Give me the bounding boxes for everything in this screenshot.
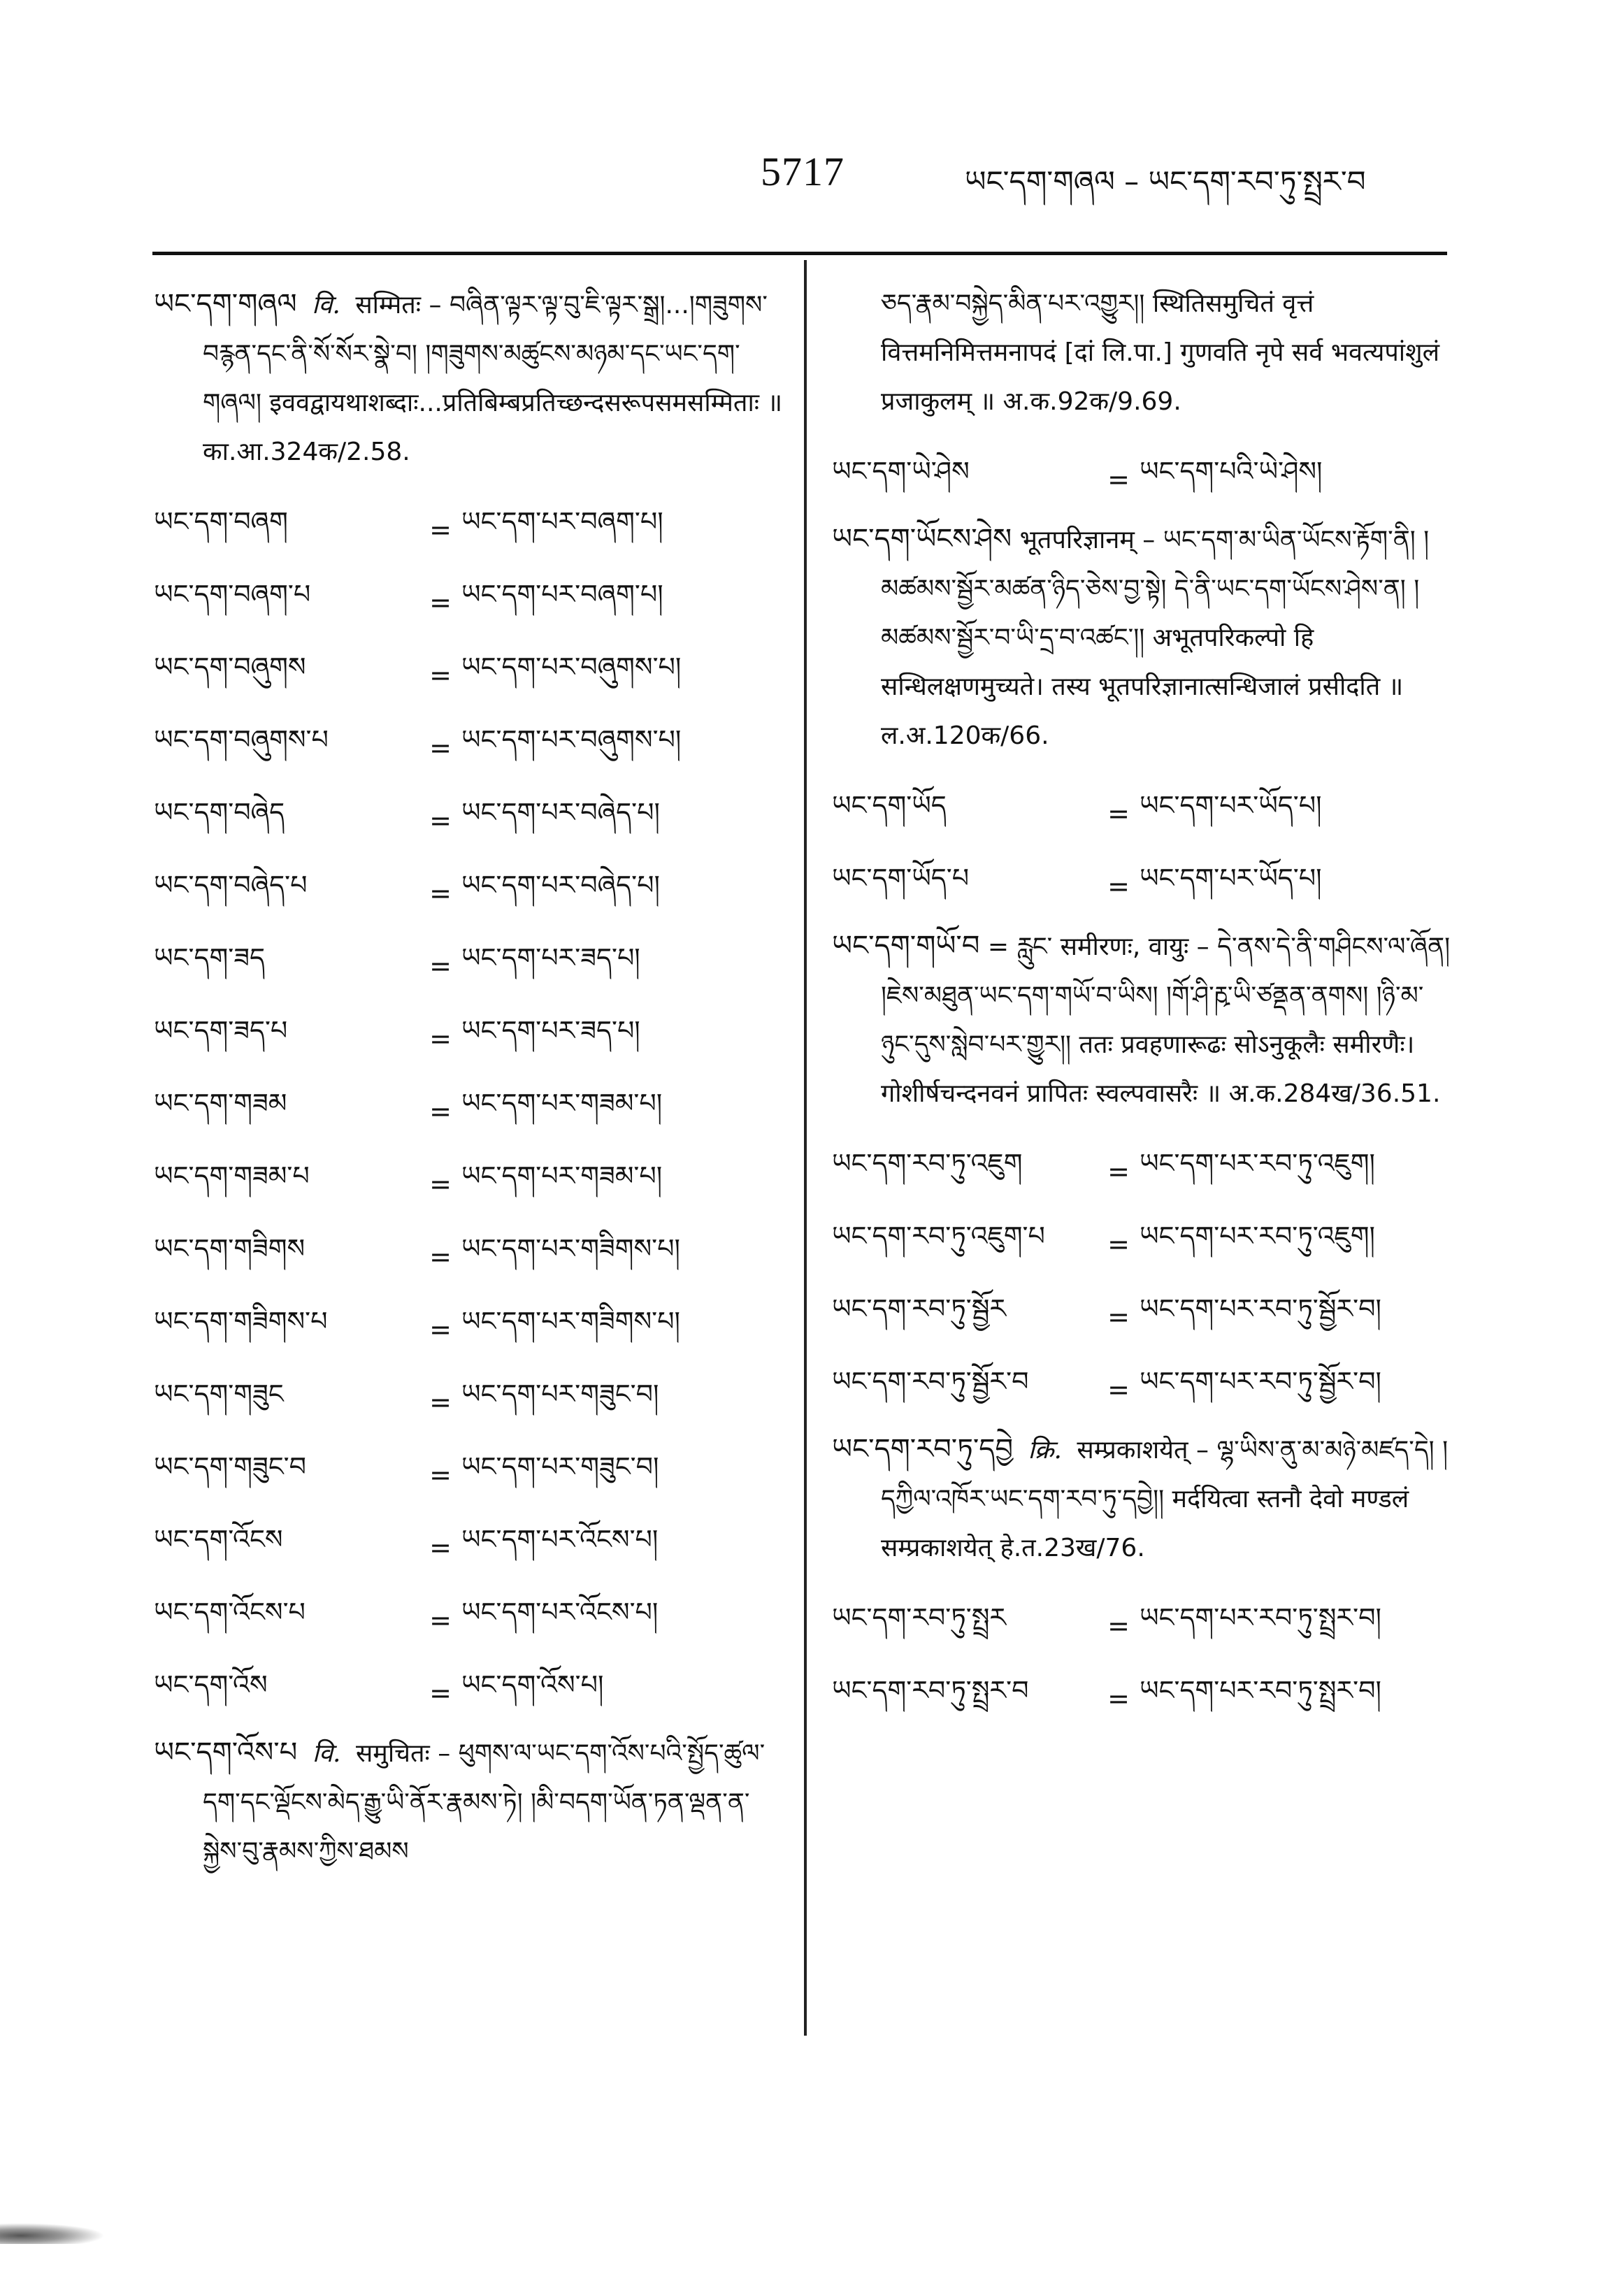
entry-continuation <box>832 280 1454 426</box>
xref-term: ཡང་དག་ཡོད་པ <box>832 863 970 893</box>
xref-target: ཡང་དག་པར་ཟད་པ། <box>461 1015 640 1046</box>
dictionary-entry <box>832 921 1454 1118</box>
equals-sign: = <box>1107 798 1130 829</box>
equals-sign: = <box>429 514 452 545</box>
equals-sign: = <box>429 1459 452 1490</box>
entry-headword: ཡང་དག་གཞལ <box>154 288 297 320</box>
entry-grammar-label: वि. <box>312 1739 341 1768</box>
xref-term: ཡང་དག་བཞུགས <box>154 652 306 682</box>
xref-row <box>832 776 1454 849</box>
xref-target: ཡང་དག་འོས་པ། <box>461 1669 604 1700</box>
equals-sign: = <box>429 805 452 836</box>
page-number: 5717 <box>761 149 845 194</box>
equals-sign: = <box>1107 1228 1130 1260</box>
xref-target: ཡང་དག་པར་བཞུགས་པ། <box>461 652 682 682</box>
xref-target: ཡང་དག་པར་ཡོད་པ། <box>1140 790 1322 821</box>
dictionary-entry <box>832 515 1454 761</box>
xref-target: ཡང་དག་པར་འོངས་པ། <box>461 1597 659 1627</box>
xref-term: ཡང་དག་གཟམ <box>154 1088 287 1118</box>
xref-term: ཡང་དག་བཞུགས་པ <box>154 724 329 755</box>
xref-term: ཡང་དག་འོངས་པ <box>154 1597 306 1627</box>
xref-row <box>154 1146 783 1219</box>
xref-term: ཡང་དག་འོས <box>154 1669 268 1700</box>
xref-row <box>832 1134 1454 1207</box>
xref-term: ཡང་དག་བཞེད་པ <box>154 870 308 900</box>
scan-smudge <box>0 2223 105 2244</box>
xref-term: ཡང་དག་བཞེད <box>154 797 285 828</box>
dictionary-entry <box>832 1425 1454 1573</box>
xref-target: ཡང་དག་པར་རབ་ཏུ་སྤྲར་བ། <box>1140 1675 1381 1706</box>
xref-target: ཡང་དག་པར་རབ་ཏུ་སྦྱོར་བ། <box>1140 1366 1381 1397</box>
xref-row <box>154 856 783 928</box>
equals-sign: = <box>429 1168 452 1200</box>
entry-definition: सम्प्रकाशयेत् – ལྷ་ཡིས་ནུ་མ་མཉེ་མཛད་དེ། །དཀྱིལ་འཁོར་ཡང་དག་རབ་ཏུ་དབྱེ།། मर्दयित्वा स्तनौ देवो मण्डलं सम्प्रकाशयेत् हे.त.23ख/76. <box>881 1436 1449 1562</box>
xref-row <box>154 1655 783 1728</box>
entry-definition: = རླུང་ समीरणः, वायुः – དེ་ནས་དེ་ནི་གཤིངས་ལ་ཞོན། །ཇེས་མཐུན་ཡང་དག་གཡོ་བ་ཡིས། །གོ་ཤི་རྵ་ཡི་ཙནྡན་ནགས། །ཉི་མ་ཉུང་དུས་སླེབ་པར་གྱུར།། ततः प्रवहणारूढः सोऽनुकूलैः समीरणैः। गोशीर्षचन्दनवनं प्रापितः स्वल्पवासरैः ॥ अ.क.284ख/36.51. <box>881 933 1451 1108</box>
equals-sign: = <box>429 1677 452 1708</box>
xref-target: ཡང་དག་པར་ཟད་པ། <box>461 942 640 973</box>
equals-sign: = <box>1107 1301 1130 1332</box>
xref-term: ཡང་དག་གཟིགས་པ <box>154 1306 328 1337</box>
xref-term: ཡང་དག་ཡེ་ཤེས <box>832 456 970 487</box>
xref-row <box>154 710 783 783</box>
xref-row <box>154 565 783 638</box>
equals-sign: = <box>1107 870 1130 902</box>
xref-target: ཡང་དག་པར་གཟིགས་པ། <box>461 1306 680 1337</box>
xref-target: ཡང་དག་པར་བཞེད་པ། <box>461 870 660 900</box>
header-rule <box>152 252 1447 255</box>
equals-sign: = <box>429 1386 452 1418</box>
equals-sign: = <box>429 1532 452 1563</box>
xref-term: ཡང་དག་རབ་ཏུ་སྦྱོར <box>832 1293 1007 1324</box>
xref-target: ཡང་དག་པར་གཟིགས་པ། <box>461 1233 680 1264</box>
xref-row <box>154 492 783 565</box>
equals-sign: = <box>429 1095 452 1127</box>
xref-target: ཡང་དག་པར་རབ་ཏུ་འཇུག། <box>1140 1148 1375 1179</box>
xref-term: ཡང་དག་འོངས <box>154 1524 283 1555</box>
xref-term: ཡང་དག་རབ་ཏུ་སྦྱོར་བ <box>832 1366 1029 1397</box>
equals-sign: = <box>1107 1683 1130 1714</box>
xref-row <box>832 442 1454 515</box>
entry-headword: ཡང་དག་གཡོ་བ <box>832 930 980 962</box>
xref-row <box>832 1207 1454 1279</box>
xref-target: ཡང་དག་པར་རབ་ཏུ་འཇུག། <box>1140 1221 1375 1251</box>
xref-target: ཡང་དག་པར་ཡོད་པ། <box>1140 863 1322 893</box>
column-divider <box>804 260 807 2036</box>
xref-term: ཡང་དག་ཟད་པ <box>154 1015 288 1046</box>
equals-sign: = <box>429 877 452 909</box>
xref-row <box>154 1292 783 1365</box>
running-head: ཡང་དག་གཞལ – ཡང་དག་རབ་ཏུ་སྤྲར་བ <box>965 164 1366 199</box>
left-column <box>154 280 783 1892</box>
xref-term: ཡང་དག་ཡོད <box>832 790 947 821</box>
xref-term: ཡང་དག་གཟམ་པ <box>154 1160 310 1191</box>
xref-row <box>154 1510 783 1583</box>
equals-sign: = <box>429 1023 452 1054</box>
entry-headword: ཡང་དག་འོས་པ <box>154 1736 298 1769</box>
entry-definition: सम्मितः – བཞིན་ལྟར་ལྟ་བུ་ཇི་ལྟར་སྒྲ།...།གཟུགས་བརྙན་དང་ནི་སོ་སོར་སྣེ་བ། །གཟུགས་མཚུངས་མཉམ་དང་ཡང་དག་གཞལ། इववद्वायथाशब्दाः...प्रतिबिम्बप्रतिच्छन्दसरूपसमसम्मिताः ॥ का.आ.324क/2.58. <box>203 291 783 466</box>
cross-reference-list <box>154 492 783 1728</box>
xref-target: ཡང་དག་པར་རབ་ཏུ་སྦྱོར་བ། <box>1140 1293 1381 1324</box>
xref-row <box>154 1437 783 1510</box>
entry-definition: समुचितः – ཕུགས་ལ་ཡང་དག་འོས་པའི་སྤྱོད་ཚུལ་དག་དང་ལྡོངས་མེད་རྒྱུ་ཡི་ནོར་རྣམས་ཏེ། །མི་བདག་ཡོན་ཏན་ལྡན་ན་སྐྱེས་བུ་རྣམས་ཀྱིས་ཐམས <box>203 1739 766 1866</box>
equals-sign: = <box>429 1314 452 1345</box>
xref-target: ཡང་དག་པར་བཞེད་པ། <box>461 797 660 828</box>
xref-target: ཡང་དག་པར་འོངས་པ། <box>461 1524 659 1555</box>
xref-target: ཡང་དག་པར་བཞག་པ། <box>461 579 663 610</box>
xref-term: ཡང་དག་ཟད <box>154 942 265 973</box>
entry-definition: ཅད་རྣམ་བསྐྱེད་མིན་པར་འགྱུར།། स्थितिसमुचितं वृत्तं वित्तमनिमित्तमनापदं [दां लि.पा.] गुणवति नृपे सर्व भवत्यपांशुलं प्रजाकुलम् ॥ अ.क.92क/9.69. <box>881 289 1439 416</box>
xref-target: ཡང་དག་པར་གཟུང་བ། <box>461 1451 659 1482</box>
xref-row <box>832 1661 1454 1734</box>
xref-term: ཡང་དག་གཟིགས <box>154 1233 306 1264</box>
xref-row <box>154 638 783 710</box>
entry-grammar-label: वि. <box>312 291 340 319</box>
equals-sign: = <box>429 659 452 691</box>
equals-sign: = <box>1107 1156 1130 1187</box>
xref-row <box>832 1588 1454 1661</box>
entry-headword: ཡང་དག་ཡོངས་ཤེས <box>832 523 1012 555</box>
entry-headword: ཡང་དག་རབ་ཏུ་དབྱེ <box>832 1433 1014 1465</box>
right-column <box>832 280 1454 1734</box>
xref-term: ཡང་དག་རབ་ཏུ་སྤྲར་བ <box>832 1675 1029 1706</box>
xref-row <box>832 1279 1454 1352</box>
dictionary-entry <box>154 1728 783 1876</box>
xref-term: ཡང་དག་བཞག <box>154 506 288 537</box>
xref-term: ཡང་དག་གཟུང <box>154 1379 284 1409</box>
xref-term: ཡང་དག་རབ་ཏུ་འཇུག <box>832 1148 1023 1179</box>
xref-target: ཡང་དག་པར་བཞག་པ། <box>461 506 663 537</box>
equals-sign: = <box>429 1241 452 1272</box>
xref-row <box>154 1001 783 1074</box>
xref-term: ཡང་དག་རབ་ཏུ་འཇུག་པ <box>832 1221 1045 1251</box>
xref-target: ཡང་དག་པར་རབ་ཏུ་སྤྲར་བ། <box>1140 1602 1381 1633</box>
dictionary-entry <box>154 280 783 477</box>
xref-row <box>832 1352 1454 1425</box>
xref-target: ཡང་དག་པར་བཞུགས་པ། <box>461 724 682 755</box>
equals-sign: = <box>429 587 452 618</box>
xref-term: ཡང་དག་རབ་ཏུ་སྤྲར <box>832 1602 1007 1633</box>
xref-row <box>154 1583 783 1655</box>
xref-term: ཡང་དག་བཞག་པ <box>154 579 311 610</box>
equals-sign: = <box>1107 463 1130 495</box>
equals-sign: = <box>429 732 452 763</box>
equals-sign: = <box>429 1604 452 1636</box>
xref-row <box>154 783 783 856</box>
equals-sign: = <box>1107 1374 1130 1405</box>
xref-row <box>154 1219 783 1292</box>
xref-row <box>832 849 1454 921</box>
equals-sign: = <box>1107 1610 1130 1641</box>
xref-row <box>154 1074 783 1146</box>
equals-sign: = <box>429 950 452 981</box>
xref-target: ཡང་དག་པའི་ཡེ་ཤེས། <box>1140 456 1323 487</box>
entry-definition: भूतपरिज्ञानम् – ཡང་དག་མ་ཡིན་ཡོངས་རྟོག་ནི། །མཚམས་སྦྱོར་མཚན་ཉིད་ཅེས་བྱ་སྟེ། དེ་ནི་ཡང་དག་ཡོངས་ཤེས་ན། །མཚམས་སྦྱོར་བ་ཡི་དྲ་བ་འཚང་།། अभूतपरिकल्पो हि सन्धिलक्षणमुच्यते। तस्य भूतपरिज्ञानात्सन्धिजालं प्रसीदति ॥ ल.अ.120क/66. <box>881 526 1430 750</box>
xref-target: ཡང་དག་པར་གཟམ་པ། <box>461 1088 663 1118</box>
xref-term: ཡང་དག་གཟུང་བ <box>154 1451 306 1482</box>
xref-row <box>154 1365 783 1437</box>
entry-grammar-label: क्रि. <box>1028 1436 1062 1465</box>
xref-target: ཡང་དག་པར་གཟམ་པ། <box>461 1160 663 1191</box>
xref-row <box>154 928 783 1001</box>
xref-target: ཡང་དག་པར་གཟུང་བ། <box>461 1379 659 1409</box>
